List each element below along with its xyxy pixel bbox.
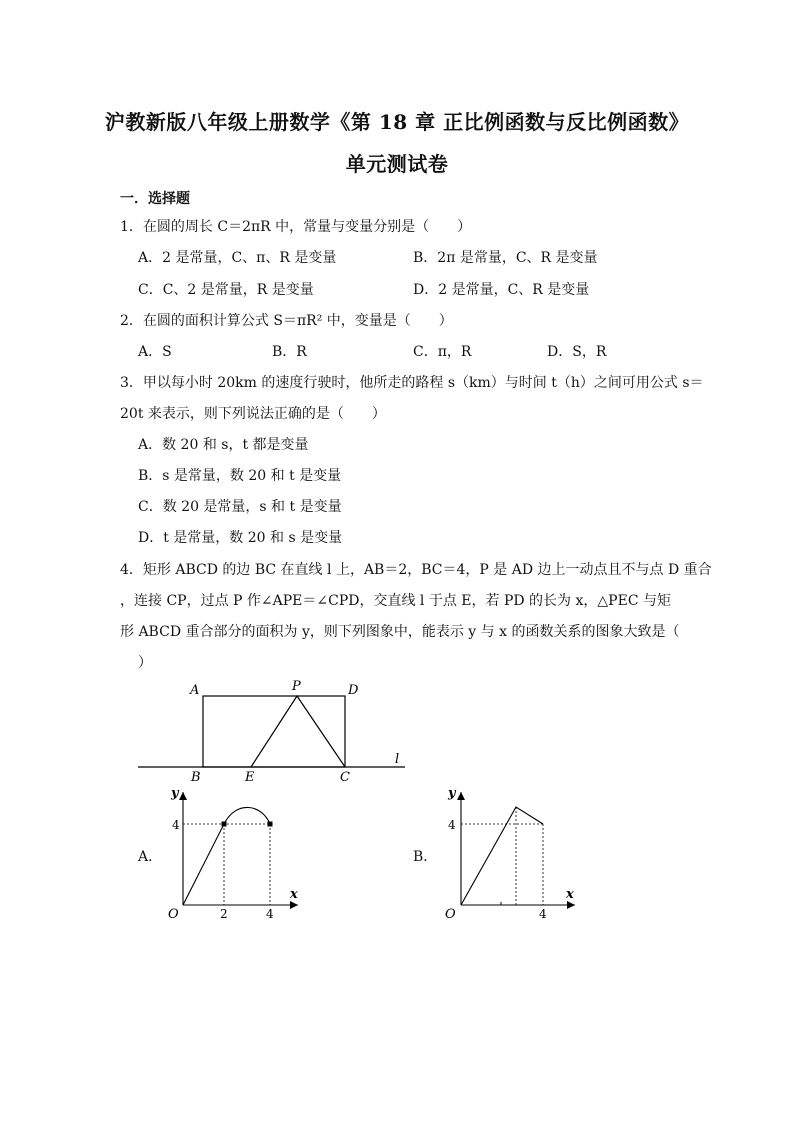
label-d: D [348,683,359,698]
question-1-option-c: C．C、2 是常量，R 是变量 [138,282,314,298]
label-c: C [340,770,350,785]
question-2-option-a: A．S [138,344,172,360]
page-title: 沪教新版八年级上册数学《第 18 章 正比例函数与反比例函数》 [104,110,690,134]
graph-b-x-axis-label: x [566,887,574,902]
question-4-option-b: B． [413,849,438,865]
question-3-option-c: C．数 20 是常量，s 和 t 是变量 [138,499,342,515]
question-2-option-d: D．S，R [547,344,607,360]
question-1-option-b: B．2π 是常量，C、R 是变量 [413,250,598,266]
question-4-stem-line4: ） [138,655,152,671]
graph-a-x-tick-2: 2 [220,907,228,921]
question-4-stem-line3: 形 ABCD 重合部分的面积为 y，则下列图象中，能表示 y 与 x 的函数关系的图象大致是（ [120,624,680,640]
question-3-stem-line1: 3．甲以每小时 20km 的速度行驶时，他所走的路程 s（km）与时间 t（h）之间可用公式 s＝ [120,375,704,391]
question-3-option-a: A．数 20 和 s，t 都是变量 [138,437,309,453]
label-p: P [292,679,301,694]
graph-b-origin-label: O [445,907,456,922]
question-2-option-c: C．π，R [413,344,472,360]
question-1-option-d: D．2 是常量，C、R 是变量 [413,282,590,298]
label-b: B [191,770,201,785]
question-4-stem-line2: ，连接 CP，过点 P 作∠APE＝∠CPD，交直线 l 于点 E，若 PD 的长为 x，△PEC 与矩 [120,593,671,609]
graph-b-x-tick-4: 4 [539,907,547,921]
question-1-stem: 1．在圆的周长 C＝2πR 中，常量与变量分别是（ ） [120,219,472,235]
label-l: l [395,752,400,767]
page-subtitle: 单元测试卷 [345,152,449,176]
graph-a-y-axis-label: y [171,786,179,801]
graph-b-y-tick-4: 4 [448,818,456,832]
label-e: E [245,770,255,785]
question-3-stem-line2: 20t 来表示，则下列说法正确的是（ ） [120,406,386,422]
question-1-option-a: A．2 是常量，C、π、R 是变量 [138,250,337,266]
question-3-option-d: D．t 是常量，数 20 和 s 是变量 [138,530,343,546]
question-2-stem: 2．在圆的面积计算公式 S＝πR² 中，变量是（ ） [120,313,453,329]
graph-a-origin-label: O [168,907,179,922]
graph-b [445,786,575,922]
section-heading: 一．选择题 [120,191,190,207]
question-3-option-b: B．s 是常量，数 20 和 t 是变量 [138,468,342,484]
graph-a-x-axis-label: x [290,887,298,902]
graph-a-y-tick-4: 4 [172,818,180,832]
graph-a-x-tick-4: 4 [266,907,274,921]
label-a: A [190,683,200,698]
question-4-option-a: A． [138,849,163,865]
question-4-stem-line1: 4．矩形 ABCD 的边 BC 在直线 l 上，AB＝2，BC＝4，P 是 AD 边上一动点且不与点 D 重合 [120,562,712,578]
graph-a [168,786,298,922]
question-2-option-b: B．R [272,344,307,360]
graph-b-y-axis-label: y [448,786,456,801]
